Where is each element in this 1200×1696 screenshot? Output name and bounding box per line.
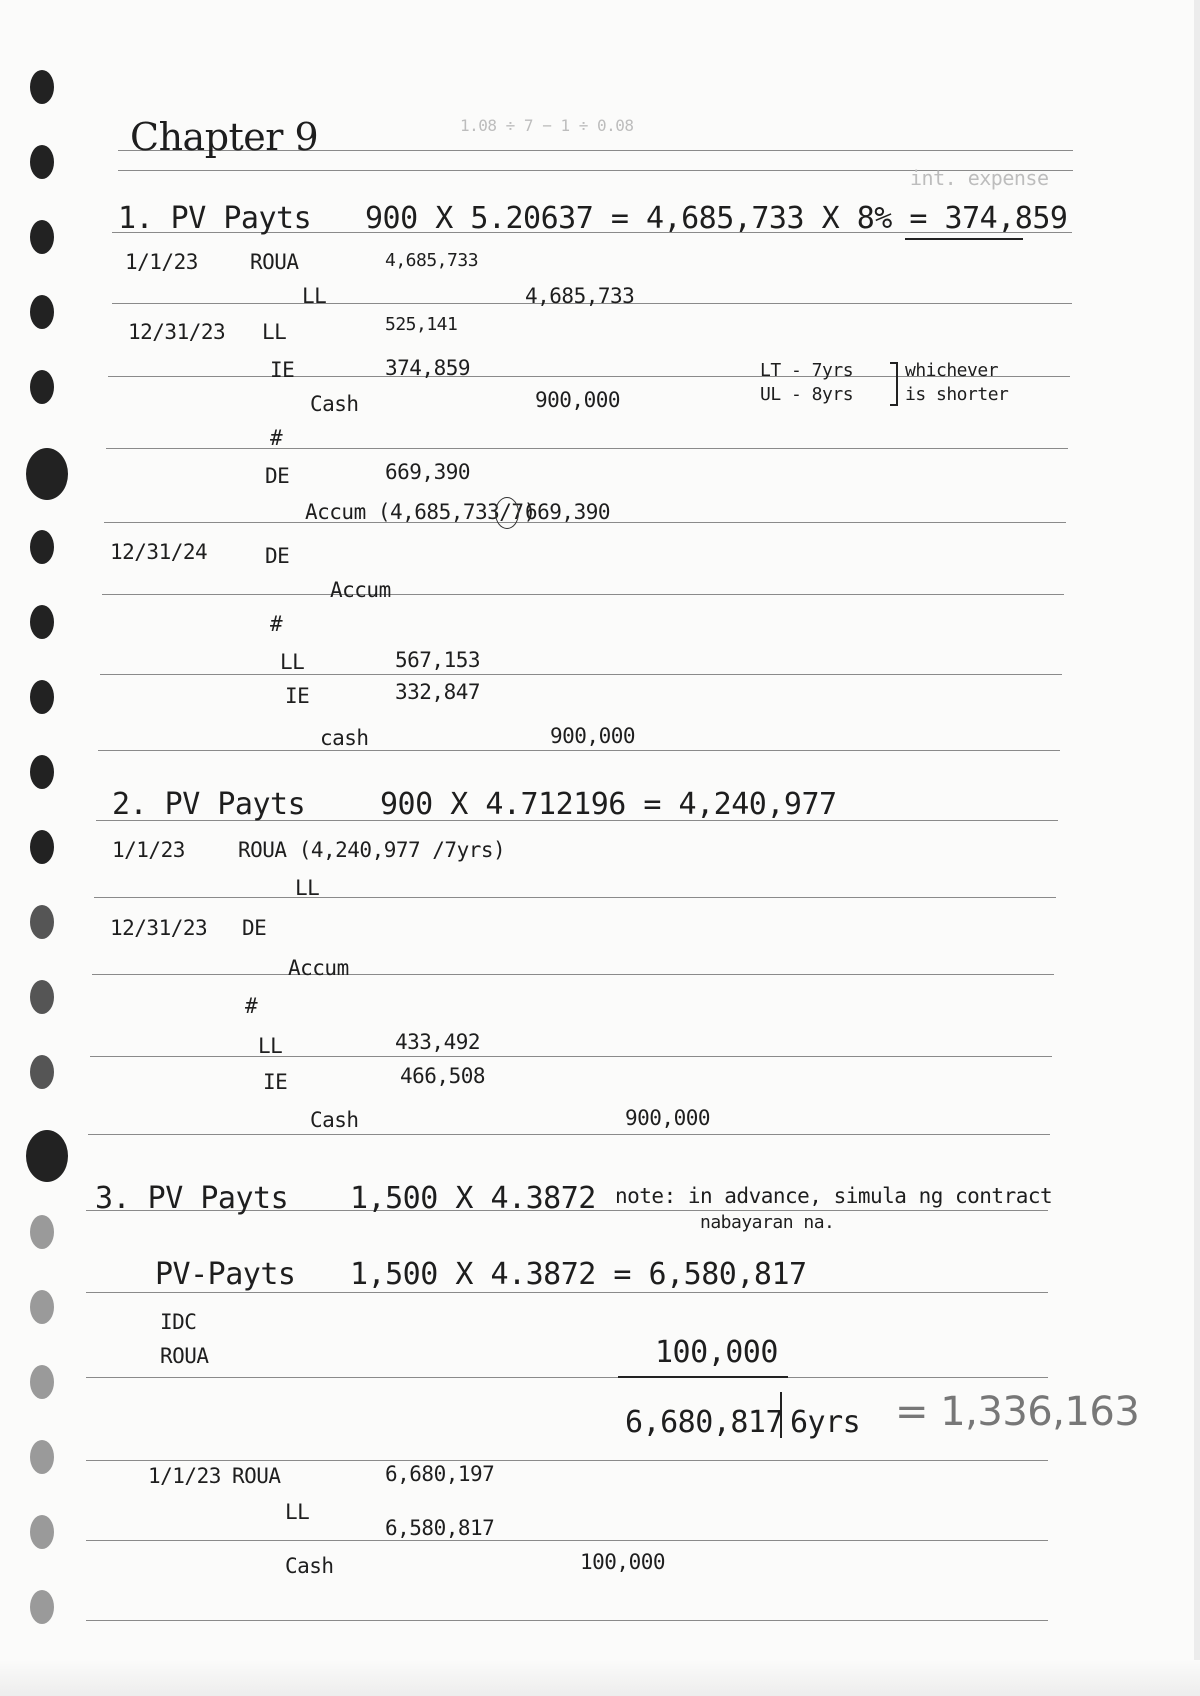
- faint-note: 1.08 ÷ 7 − 1 ÷ 0.08: [460, 116, 634, 135]
- computation: 900 X 4.712196 = 4,240,977: [380, 787, 837, 822]
- debit-amount: 669,390: [385, 460, 471, 484]
- calc-amount: 6,680,817: [625, 1405, 784, 1440]
- account: Cash: [310, 1108, 359, 1132]
- account: IE: [285, 684, 310, 708]
- credit-amount: 669,390: [525, 500, 611, 524]
- binder-hole: [30, 295, 54, 329]
- debit-amount: 466,508: [400, 1064, 486, 1088]
- binder-hole: [26, 448, 68, 500]
- binder-hole: [30, 1290, 54, 1324]
- calc-divisor: 6yrs: [790, 1405, 861, 1440]
- account: LL: [280, 650, 305, 674]
- ruled-line: [86, 1540, 1048, 1541]
- debit-amount: 332,847: [395, 680, 481, 704]
- credit-amount: 6,580,817: [385, 1516, 495, 1540]
- account: Accum: [330, 578, 391, 602]
- debit-amount: 433,492: [395, 1030, 481, 1054]
- debit-amount: 567,153: [395, 648, 481, 672]
- ruled-line: [86, 1620, 1048, 1621]
- account: Cash: [285, 1554, 334, 1578]
- page-edge: [1194, 0, 1200, 1696]
- account: DE: [265, 464, 290, 488]
- page-title: Chapter 9: [130, 115, 319, 159]
- calc-result: = 1,336,163: [895, 1389, 1140, 1435]
- problem-label: 3. PV Payts: [95, 1181, 289, 1216]
- problem-label: 2. PV Payts: [112, 787, 306, 822]
- circle-mark: [495, 497, 519, 529]
- account: DE: [242, 916, 267, 940]
- account: LL: [262, 320, 287, 344]
- binder-hole: [30, 145, 54, 179]
- faint-note: int. expense: [910, 166, 1049, 190]
- account: LL: [258, 1034, 283, 1058]
- binder-hole: [30, 605, 54, 639]
- binder-hole: [30, 1055, 54, 1089]
- binder-hole: [30, 830, 54, 864]
- binder-hole: [30, 905, 54, 939]
- entry-date: 1/1/23: [112, 838, 185, 862]
- entry-marker: #: [245, 994, 258, 1018]
- ruled-line: [102, 594, 1064, 595]
- account: IE: [270, 358, 295, 382]
- account: ROUA: [232, 1464, 281, 1488]
- binder-holes: [0, 0, 60, 1696]
- account: Accum: [288, 956, 349, 980]
- ruled-line: [98, 750, 1060, 751]
- binder-hole: [30, 1215, 54, 1249]
- credit-amount: 900,000: [535, 388, 621, 412]
- account: LL: [302, 284, 327, 308]
- ruled-line: [86, 1377, 1048, 1378]
- ruled-line: [106, 448, 1068, 449]
- account: LL: [285, 1500, 310, 1524]
- division-bar: [780, 1392, 782, 1438]
- credit-amount: 900,000: [625, 1106, 711, 1130]
- binder-hole: [30, 755, 54, 789]
- credit-amount: 100,000: [580, 1550, 666, 1574]
- problem-label: 1. PV Payts: [118, 201, 312, 236]
- credit-amount: 4,685,733: [525, 284, 635, 308]
- entry-marker: #: [270, 426, 283, 450]
- ruled-line: [94, 897, 1056, 898]
- binder-hole: [30, 1515, 54, 1549]
- ruled-line: [86, 1460, 1048, 1461]
- binder-hole: [30, 980, 54, 1014]
- ruled-line: [92, 974, 1054, 975]
- account: ROUA (4,240,977 /7yrs): [238, 838, 506, 862]
- binder-hole: [30, 530, 54, 564]
- binder-hole: [30, 370, 54, 404]
- side-note: LT - 7yrs: [760, 360, 854, 381]
- entry-date: 12/31/23: [128, 320, 226, 344]
- note: note: in advance, simula ng contract: [615, 1184, 1053, 1208]
- underline: [618, 1376, 788, 1378]
- debit-amount: 6,680,197: [385, 1462, 495, 1486]
- account: IE: [263, 1070, 288, 1094]
- binder-hole: [26, 1130, 68, 1182]
- calc-amount: 100,000: [655, 1335, 778, 1370]
- binder-hole: [30, 70, 54, 104]
- bracket: [890, 362, 898, 406]
- account: LL: [295, 876, 320, 900]
- account: ROUA: [160, 1344, 209, 1368]
- account: Cash: [310, 392, 359, 416]
- entry-date: 12/31/23: [110, 916, 208, 940]
- page-edge: [0, 1660, 1200, 1696]
- entry-date: 12/31/24: [110, 540, 208, 564]
- account: cash: [320, 726, 369, 750]
- entry-date: 1/1/23: [148, 1464, 221, 1488]
- binder-hole: [30, 220, 54, 254]
- entry-date: 1/1/23: [125, 250, 198, 274]
- debit-amount: 374,859: [385, 356, 471, 380]
- account: DE: [265, 544, 290, 568]
- ruled-line: [86, 1292, 1048, 1293]
- computation: 1,500 X 4.3872 = 6,580,817: [350, 1257, 807, 1292]
- debit-amount: 525,141: [385, 314, 458, 335]
- note: nabayaran na.: [700, 1212, 835, 1233]
- account: IDC: [160, 1310, 197, 1334]
- ruled-line: [88, 1134, 1050, 1135]
- binder-hole: [30, 1590, 54, 1624]
- binder-hole: [30, 1365, 54, 1399]
- debit-amount: 4,685,733: [385, 250, 479, 271]
- binder-hole: [30, 1440, 54, 1474]
- credit-amount: 900,000: [550, 724, 636, 748]
- ruled-line: [90, 1056, 1052, 1057]
- account: Accum (4,685,733/7): [305, 500, 536, 524]
- entry-marker: #: [270, 612, 283, 636]
- computation: 900 X 5.20637 = 4,685,733 X 8% = 374,859: [365, 201, 1068, 236]
- underline: [905, 238, 1023, 240]
- side-note: UL - 8yrs: [760, 384, 854, 405]
- computation: 1,500 X 4.3872: [350, 1181, 596, 1216]
- binder-hole: [30, 680, 54, 714]
- computation-label: PV-Payts: [155, 1257, 296, 1292]
- ruled-line: [100, 674, 1062, 675]
- side-note: whichever: [905, 360, 999, 381]
- side-note: is shorter: [905, 384, 1009, 405]
- account: ROUA: [250, 250, 299, 274]
